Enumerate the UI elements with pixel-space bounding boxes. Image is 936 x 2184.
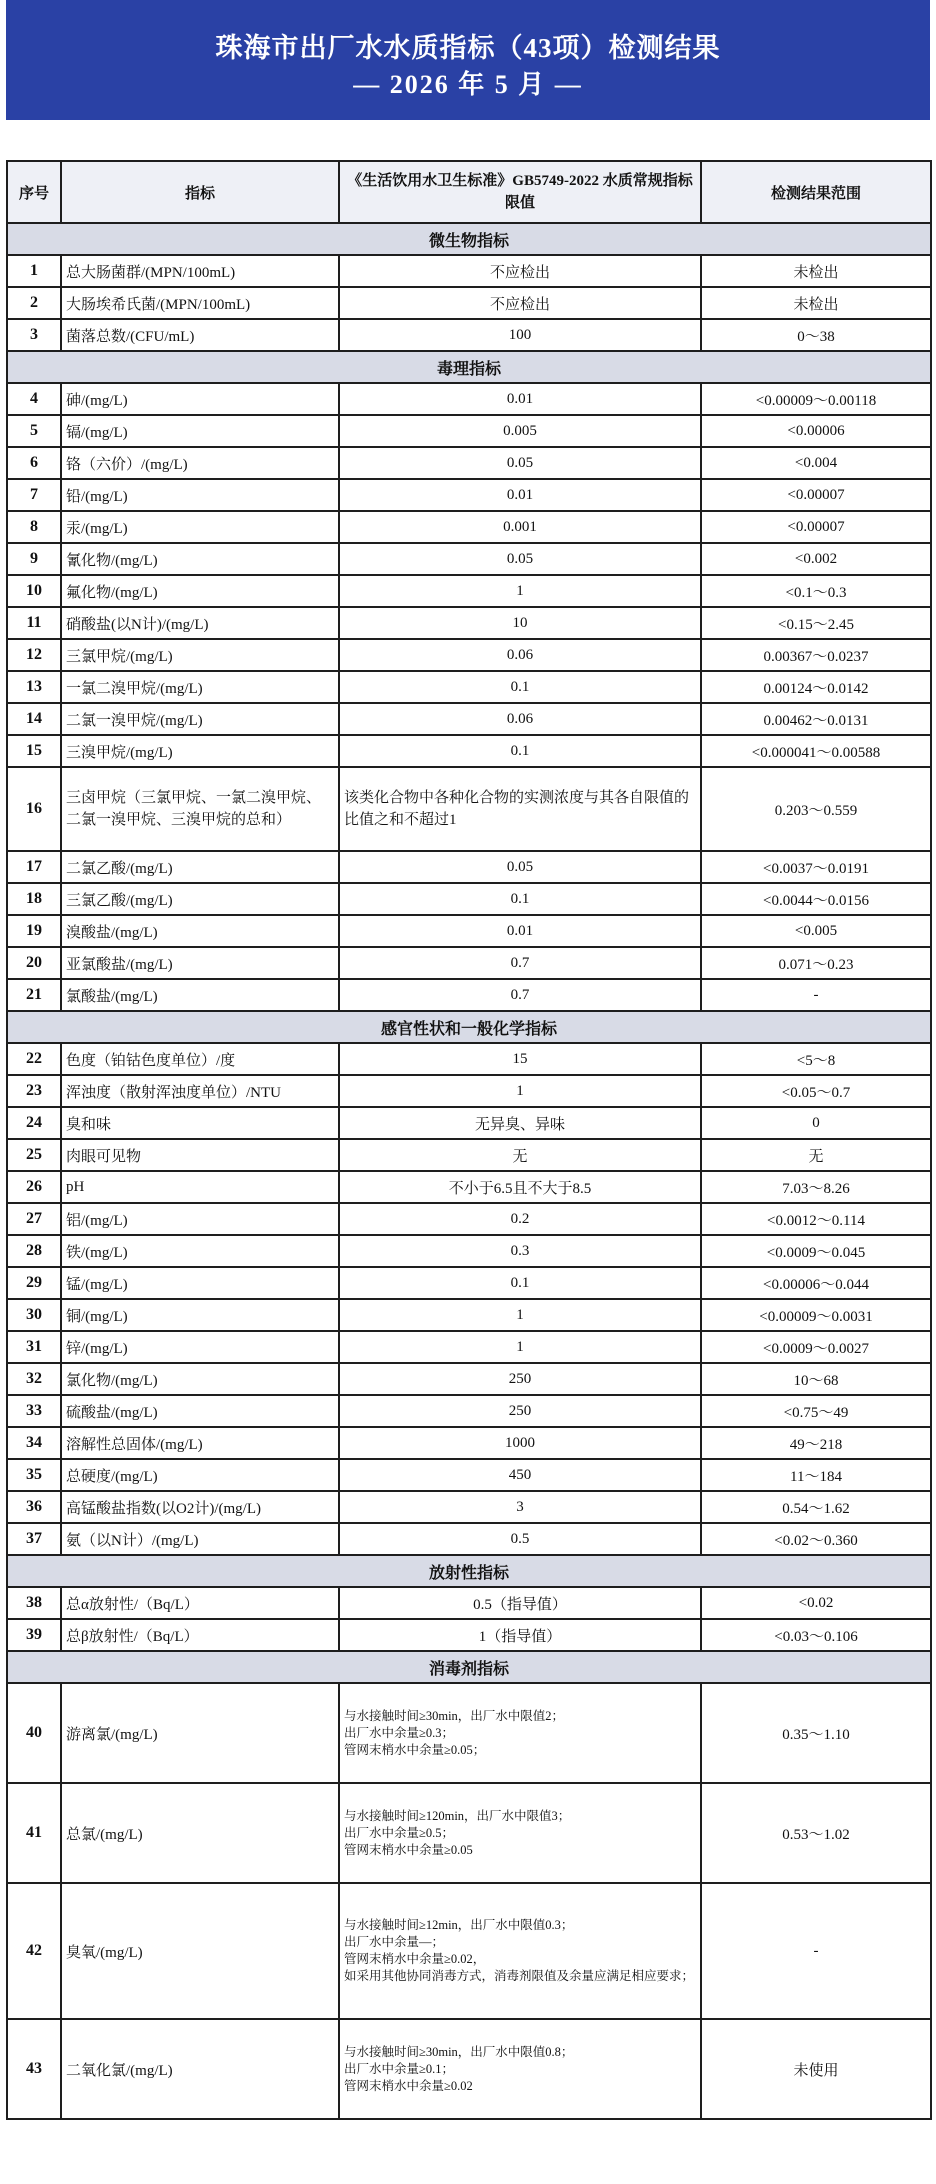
standard-limit: 0.1: [339, 735, 701, 767]
row-number: 36: [7, 1491, 61, 1523]
test-result: <0.0044～0.0156: [701, 883, 931, 915]
table-row: [7, 735, 931, 767]
test-result: <5～8: [701, 1043, 931, 1075]
column-header-indicator: 指标: [61, 161, 339, 223]
indicator-name: 硝酸盐(以N计)/(mg/L): [61, 607, 339, 639]
table-row: [7, 415, 931, 447]
row-number: 31: [7, 1331, 61, 1363]
standard-limit: 不应检出: [339, 287, 701, 319]
row-number: 41: [7, 1783, 61, 1883]
table-row: [7, 1395, 931, 1427]
section-header-row: [7, 351, 931, 383]
row-number: 19: [7, 915, 61, 947]
standard-limit: [339, 1783, 701, 1883]
test-result: <0.05～0.7: [701, 1075, 931, 1107]
section-header-row: [7, 1651, 931, 1683]
standard-limit-line: 出厂水中余量≥0.5；: [344, 1825, 454, 1840]
row-number: 2: [7, 287, 61, 319]
row-number: 9: [7, 543, 61, 575]
row-number: 5: [7, 415, 61, 447]
test-result: <0.0037～0.0191: [701, 851, 931, 883]
test-result: <0.002: [701, 543, 931, 575]
test-result: <0.1～0.3: [701, 575, 931, 607]
standard-limit-line: 与水接触时间≥12min，出厂水中限值0.3；: [344, 1918, 574, 1932]
indicator-name: 色度（铂钴色度单位）/度: [61, 1043, 339, 1075]
standard-limit: 0.5: [339, 1523, 701, 1555]
table-row: [7, 607, 931, 639]
test-result: 0.53～1.02: [701, 1783, 931, 1883]
section-title: 消毒剂指标: [7, 1651, 931, 1683]
table-row: [7, 1459, 931, 1491]
standard-limit: 0.005: [339, 415, 701, 447]
test-result: <0.00009～0.0031: [701, 1299, 931, 1331]
indicator-name: 臭和味: [61, 1107, 339, 1139]
page-header: [6, 0, 930, 120]
indicator-name: 汞/(mg/L): [61, 511, 339, 543]
standard-limit: 0.3: [339, 1235, 701, 1267]
standard-limit: 不应检出: [339, 255, 701, 287]
indicator-name: 锌/(mg/L): [61, 1331, 339, 1363]
table-row: [7, 883, 931, 915]
indicator-name: 铜/(mg/L): [61, 1299, 339, 1331]
standard-limit: 250: [339, 1395, 701, 1427]
standard-limit: 0.01: [339, 383, 701, 415]
test-result: 0.54～1.62: [701, 1491, 931, 1523]
row-number: 37: [7, 1523, 61, 1555]
table-row: [7, 255, 931, 287]
test-result: <0.00006～0.044: [701, 1267, 931, 1299]
indicator-name: 氰化物/(mg/L): [61, 543, 339, 575]
row-number: 21: [7, 979, 61, 1011]
indicator-name: 总β放射性/（Bq/L）: [61, 1619, 339, 1651]
table-row: [7, 639, 931, 671]
row-number: 3: [7, 319, 61, 351]
indicator-name: 三氯甲烷/(mg/L): [61, 639, 339, 671]
indicator-name: 二氯一溴甲烷/(mg/L): [61, 703, 339, 735]
test-result: <0.02: [701, 1587, 931, 1619]
standard-limit: 0.01: [339, 915, 701, 947]
test-result: -: [701, 1883, 931, 2019]
table-row: [7, 1235, 931, 1267]
row-number: 4: [7, 383, 61, 415]
row-number: 12: [7, 639, 61, 671]
row-number: 18: [7, 883, 61, 915]
row-number: 8: [7, 511, 61, 543]
indicator-name: 总大肠菌群/(MPN/100mL): [61, 255, 339, 287]
section-header-row: [7, 223, 931, 255]
standard-limit-line: 管网末梢水中余量≥0.02: [344, 2078, 473, 2093]
row-number: 16: [7, 767, 61, 851]
table-row: [7, 1783, 931, 1883]
standard-limit: 1: [339, 1075, 701, 1107]
table-header-row: [7, 161, 931, 223]
row-number: 28: [7, 1235, 61, 1267]
test-result: <0.00007: [701, 479, 931, 511]
indicator-name: 铝/(mg/L): [61, 1203, 339, 1235]
test-result: <0.03～0.106: [701, 1619, 931, 1651]
row-number: 17: [7, 851, 61, 883]
standard-limit: 1（指导值）: [339, 1619, 701, 1651]
test-result: <0.0009～0.0027: [701, 1331, 931, 1363]
standard-limit-line: 与水接触时间≥120min，出厂水中限值3；: [344, 1808, 571, 1823]
indicator-name: 浑浊度（散射浑浊度单位）/NTU: [61, 1075, 339, 1107]
row-number: 22: [7, 1043, 61, 1075]
table-row: [7, 2019, 931, 2119]
table-row: [7, 1107, 931, 1139]
indicator-name: 菌落总数/(CFU/mL): [61, 319, 339, 351]
row-number: 38: [7, 1587, 61, 1619]
column-header-limit: 《生活饮用水卫生标准》GB5749-2022 水质常规指标限值: [339, 161, 701, 223]
table-row: [7, 915, 931, 947]
table-row: [7, 575, 931, 607]
indicator-name: 溶解性总固体/(mg/L): [61, 1427, 339, 1459]
row-number: 13: [7, 671, 61, 703]
test-result: -: [701, 979, 931, 1011]
test-result: <0.0009～0.045: [701, 1235, 931, 1267]
table-body: [7, 223, 931, 2119]
test-result: 0.071～0.23: [701, 947, 931, 979]
row-number: 32: [7, 1363, 61, 1395]
test-result: 未使用: [701, 2019, 931, 2119]
standard-limit-line: 与水接触时间≥30min，出厂水中限值0.8；: [344, 2044, 574, 2059]
standard-limit-line: 管网末梢水中余量≥0.02，: [344, 1952, 486, 1966]
indicator-name: 氯化物/(mg/L): [61, 1363, 339, 1395]
row-number: 30: [7, 1299, 61, 1331]
standard-limit: 该类化合物中各种化合物的实测浓度与其各自限值的比值之和不超过1: [339, 767, 701, 851]
indicator-name: 氯酸盐/(mg/L): [61, 979, 339, 1011]
row-number: 25: [7, 1139, 61, 1171]
table-row: [7, 1139, 931, 1171]
table-row: [7, 767, 931, 851]
test-result: <0.0012～0.114: [701, 1203, 931, 1235]
table-row: [7, 1363, 931, 1395]
standard-limit: 0.05: [339, 447, 701, 479]
test-result: 无: [701, 1139, 931, 1171]
standard-limit-line: 出厂水中余量≥0.3；: [344, 1725, 454, 1740]
standard-limit: 0.1: [339, 671, 701, 703]
standard-limit: 450: [339, 1459, 701, 1491]
row-number: 6: [7, 447, 61, 479]
indicator-name: 游离氯/(mg/L): [61, 1683, 339, 1783]
section-title: 感官性状和一般化学指标: [7, 1011, 931, 1043]
standard-limit: 0.7: [339, 979, 701, 1011]
standard-limit-line: 出厂水中余量—；: [344, 1935, 445, 1949]
water-quality-table: [6, 160, 932, 2120]
row-number: 7: [7, 479, 61, 511]
standard-limit: 100: [339, 319, 701, 351]
table-row: [7, 287, 931, 319]
test-result: <0.000041～0.00588: [701, 735, 931, 767]
table-row: [7, 319, 931, 351]
row-number: 43: [7, 2019, 61, 2119]
indicator-name: 氟化物/(mg/L): [61, 575, 339, 607]
row-number: 39: [7, 1619, 61, 1651]
standard-limit: 0.1: [339, 1267, 701, 1299]
indicator-name: 二氧化氯/(mg/L): [61, 2019, 339, 2119]
indicator-name: 一氯二溴甲烷/(mg/L): [61, 671, 339, 703]
row-number: 1: [7, 255, 61, 287]
test-result: 未检出: [701, 255, 931, 287]
table-row: [7, 543, 931, 575]
test-result: 0.00462～0.0131: [701, 703, 931, 735]
indicator-name: 镉/(mg/L): [61, 415, 339, 447]
standard-limit: 1000: [339, 1427, 701, 1459]
row-number: 40: [7, 1683, 61, 1783]
table-row: [7, 1619, 931, 1651]
test-result: 0.35～1.10: [701, 1683, 931, 1783]
row-number: 35: [7, 1459, 61, 1491]
table-row: [7, 1427, 931, 1459]
test-result: 10～68: [701, 1363, 931, 1395]
standard-limit-line: 管网末梢水中余量≥0.05；: [344, 1742, 486, 1757]
indicator-name: 亚氯酸盐/(mg/L): [61, 947, 339, 979]
table-row: [7, 703, 931, 735]
table-row: [7, 447, 931, 479]
table-row: [7, 1491, 931, 1523]
column-header-no: 序号: [7, 161, 61, 223]
test-result: 0.00124～0.0142: [701, 671, 931, 703]
test-result: <0.15～2.45: [701, 607, 931, 639]
standard-limit: 1: [339, 575, 701, 607]
section-title: 毒理指标: [7, 351, 931, 383]
test-result: <0.004: [701, 447, 931, 479]
section-header-row: [7, 1555, 931, 1587]
standard-limit: 0.5（指导值）: [339, 1587, 701, 1619]
standard-limit: 0.06: [339, 703, 701, 735]
indicator-name: 锰/(mg/L): [61, 1267, 339, 1299]
standard-limit: 15: [339, 1043, 701, 1075]
indicator-name: 三溴甲烷/(mg/L): [61, 735, 339, 767]
standard-limit-line: 管网末梢水中余量≥0.05: [344, 1842, 473, 1857]
standard-limit: 0.7: [339, 947, 701, 979]
standard-limit-line: 如采用其他协同消毒方式，消毒剂限值及余量应满足相应要求；: [344, 1969, 695, 1983]
section-header-row: [7, 1011, 931, 1043]
column-header-result: 检测结果范围: [701, 161, 931, 223]
table-row: [7, 1267, 931, 1299]
table-row: [7, 947, 931, 979]
table-row: [7, 383, 931, 415]
table-row: [7, 1043, 931, 1075]
test-result: <0.00006: [701, 415, 931, 447]
standard-limit: 250: [339, 1363, 701, 1395]
indicator-name: 总硬度/(mg/L): [61, 1459, 339, 1491]
test-result: 0: [701, 1107, 931, 1139]
standard-limit: 0.05: [339, 851, 701, 883]
indicator-name: 溴酸盐/(mg/L): [61, 915, 339, 947]
table-row: [7, 511, 931, 543]
test-result: 11～184: [701, 1459, 931, 1491]
row-number: 24: [7, 1107, 61, 1139]
table-row: [7, 1523, 931, 1555]
indicator-name: 总氯/(mg/L): [61, 1783, 339, 1883]
standard-limit: 1: [339, 1299, 701, 1331]
standard-limit: 0.05: [339, 543, 701, 575]
test-result: 0.203～0.559: [701, 767, 931, 851]
table-row: [7, 479, 931, 511]
indicator-name: 铁/(mg/L): [61, 1235, 339, 1267]
test-result: <0.00009～0.00118: [701, 383, 931, 415]
table-row: [7, 1683, 931, 1783]
indicator-name: 硫酸盐/(mg/L): [61, 1395, 339, 1427]
row-number: 11: [7, 607, 61, 639]
row-number: 27: [7, 1203, 61, 1235]
indicator-name: pH: [61, 1171, 339, 1203]
standard-limit: 不小于6.5且不大于8.5: [339, 1171, 701, 1203]
test-result: <0.00007: [701, 511, 931, 543]
standard-limit: 1: [339, 1331, 701, 1363]
row-number: 26: [7, 1171, 61, 1203]
indicator-name: 大肠埃希氏菌/(MPN/100mL): [61, 287, 339, 319]
standard-limit-line: 出厂水中余量≥0.1；: [344, 2061, 454, 2076]
section-title: 放射性指标: [7, 1555, 931, 1587]
table-row: [7, 1171, 931, 1203]
row-number: 34: [7, 1427, 61, 1459]
standard-limit: [339, 1683, 701, 1783]
table-row: [7, 1203, 931, 1235]
row-number: 20: [7, 947, 61, 979]
test-result: 0.00367～0.0237: [701, 639, 931, 671]
indicator-name: 高锰酸盐指数(以O2计)/(mg/L): [61, 1491, 339, 1523]
standard-limit: 3: [339, 1491, 701, 1523]
table-row: [7, 1587, 931, 1619]
row-number: 15: [7, 735, 61, 767]
table-row: [7, 851, 931, 883]
row-number: 23: [7, 1075, 61, 1107]
test-result: <0.75～49: [701, 1395, 931, 1427]
standard-limit: 0.06: [339, 639, 701, 671]
standard-limit: 0.2: [339, 1203, 701, 1235]
indicator-name: 臭氧/(mg/L): [61, 1883, 339, 2019]
test-result: <0.02～0.360: [701, 1523, 931, 1555]
section-title: 微生物指标: [7, 223, 931, 255]
standard-limit: 无异臭、异味: [339, 1107, 701, 1139]
standard-limit: 10: [339, 607, 701, 639]
row-number: 42: [7, 1883, 61, 2019]
test-result: <0.005: [701, 915, 931, 947]
indicator-name: 砷/(mg/L): [61, 383, 339, 415]
standard-limit: [339, 2019, 701, 2119]
test-result: 49～218: [701, 1427, 931, 1459]
table-row: [7, 671, 931, 703]
standard-limit: 0.1: [339, 883, 701, 915]
indicator-name: 铅/(mg/L): [61, 479, 339, 511]
table-row: [7, 1331, 931, 1363]
standard-limit: 0.001: [339, 511, 701, 543]
table-row: [7, 979, 931, 1011]
indicator-name: 三氯乙酸/(mg/L): [61, 883, 339, 915]
test-result: 0～38: [701, 319, 931, 351]
row-number: 14: [7, 703, 61, 735]
row-number: 10: [7, 575, 61, 607]
indicator-name: 总α放射性/（Bq/L）: [61, 1587, 339, 1619]
table-row: [7, 1883, 931, 2019]
standard-limit: [339, 1883, 701, 2019]
standard-limit-line: 与水接触时间≥30min，出厂水中限值2；: [344, 1708, 565, 1723]
indicator-name: 二氯乙酸/(mg/L): [61, 851, 339, 883]
test-result: 未检出: [701, 287, 931, 319]
page-subtitle: — 2026 年 5 月 —: [353, 70, 583, 99]
row-number: 33: [7, 1395, 61, 1427]
standard-limit: 0.01: [339, 479, 701, 511]
indicator-name: 铬（六价）/(mg/L): [61, 447, 339, 479]
indicator-name: 氨（以N计）/(mg/L): [61, 1523, 339, 1555]
page-title: 珠海市出厂水水质指标（43项）检测结果: [215, 33, 721, 63]
test-result: 7.03～8.26: [701, 1171, 931, 1203]
table-row: [7, 1299, 931, 1331]
table-row: [7, 1075, 931, 1107]
indicator-name: 肉眼可见物: [61, 1139, 339, 1171]
row-number: 29: [7, 1267, 61, 1299]
indicator-name: 三卤甲烷（三氯甲烷、一氯二溴甲烷、二氯一溴甲烷、三溴甲烷的总和）: [61, 767, 339, 851]
standard-limit: 无: [339, 1139, 701, 1171]
